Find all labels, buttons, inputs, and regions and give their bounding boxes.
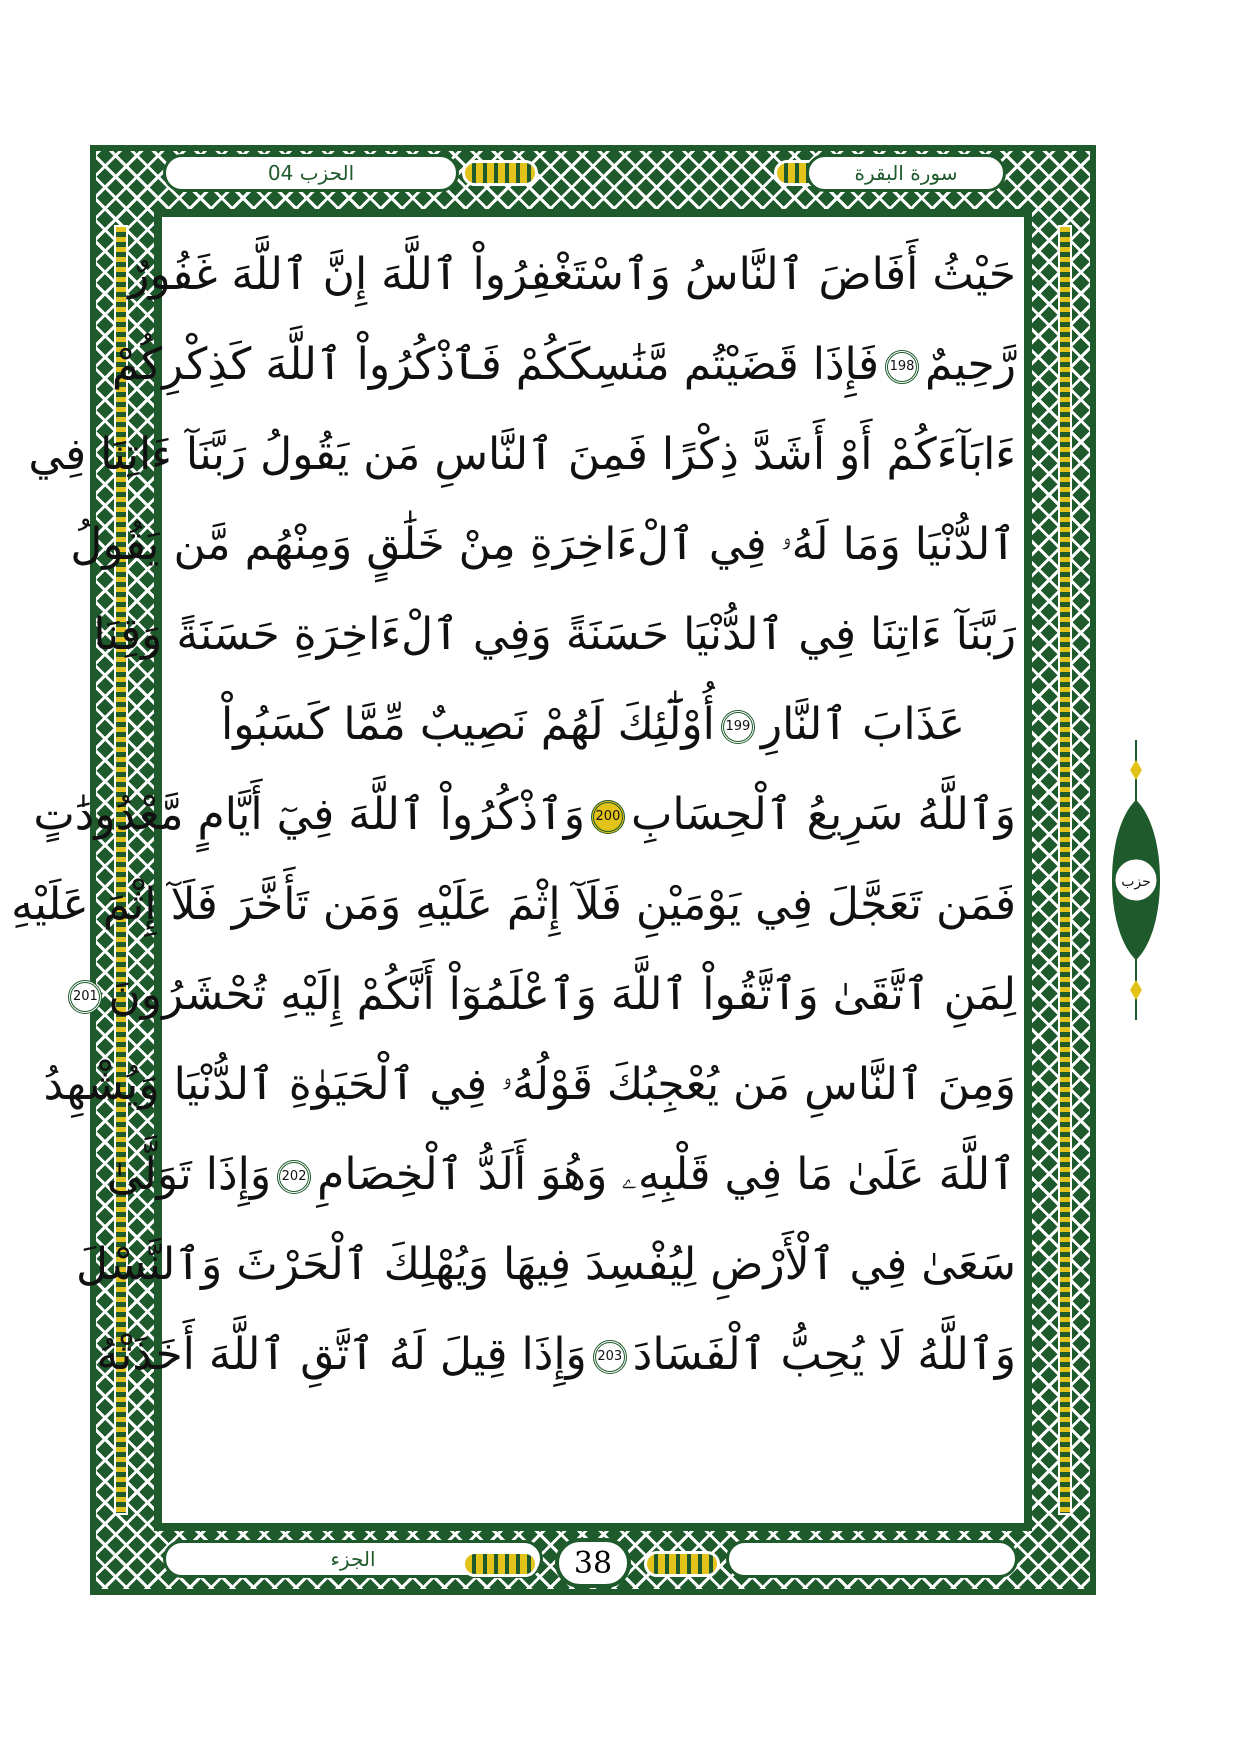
- verse-text: وَإِذَا قِيلَ لَهُ ٱتَّقِ ٱللَّهَ أَخَذَتْهُ: [96, 1329, 587, 1380]
- ayah-number-marker: 201: [68, 980, 102, 1014]
- verse-text: فَمَن تَعَجَّلَ فِي يَوْمَيْنِ فَلَآ إِثْمَ عَلَيْهِ وَمَن تَأَخَّرَ فَلَآ إِثْمَ عَلَيْهِ: [11, 879, 1016, 930]
- verse-text: وَٱللَّهُ لَا يُحِبُّ ٱلْفَسَادَ: [632, 1329, 1016, 1380]
- page-number: 38: [555, 1538, 631, 1588]
- footer-left-ornament: [462, 1551, 538, 1577]
- verse-line: [128, 230, 1016, 320]
- verse-text: وَٱذْكُرُواْ ٱللَّهَ فِيٓ أَيَّامٍ مَّعْدُودَٰتٍ: [33, 789, 585, 840]
- verse-text: عَذَابَ ٱلنَّارِ: [760, 699, 965, 750]
- marker-label: حزب: [1121, 874, 1151, 890]
- verse-text: أُوْلَٰٓئِكَ لَهُمْ نَصِيبٌ مِّمَّا كَسَبُواْ: [221, 699, 715, 750]
- footer-right-ornament: [644, 1551, 720, 1577]
- verse-line: [106, 1130, 1016, 1220]
- marker-diamond-bottom: [1130, 980, 1142, 1000]
- ayah-number-marker-gold: 200: [591, 800, 625, 834]
- verse-line: [111, 320, 1016, 410]
- hizb-cartouche: [163, 154, 459, 192]
- juz-label: الجزء: [330, 1547, 376, 1571]
- verse-text: وَإِذَا تَوَلَّىٰ: [106, 1149, 272, 1200]
- right-gold-strip: [1058, 225, 1072, 1515]
- verse-text: حَيْثُ أَفَاضَ ٱلنَّاسُ وَٱسْتَغْفِرُواْ ٱللَّهَ إِنَّ ٱللَّهَ غَفُورٌ: [128, 249, 1016, 300]
- ayah-number-marker: 199: [721, 710, 755, 744]
- hizb-label: الحزب 04: [267, 161, 355, 185]
- ayah-number-marker: 202: [277, 1160, 311, 1194]
- footer-right-cartouche: [726, 1540, 1018, 1578]
- verse-text: ٱللَّهَ عَلَىٰ مَا فِي قَلْبِهِۦ وَهُوَ أَلَدُّ ٱلْخِصَامِ: [317, 1149, 1016, 1200]
- marker-diamond-top: [1130, 760, 1142, 780]
- verse-text: رَّحِيمٌ: [924, 339, 1016, 390]
- verse-line: [43, 1040, 1016, 1130]
- verse-text: ٱلدُّنْيَا وَمَا لَهُۥ فِي ٱلْءَاخِرَةِ مِنْ خَلَٰقٍ وَمِنْهُم مَّن يَقُولُ: [70, 519, 1016, 570]
- verse-text: لِمَنِ ٱتَّقَىٰ وَٱتَّقُواْ ٱللَّهَ وَٱعْلَمُوٓاْ أَنَّكُمْ إِلَيْهِ تُحْشَرُونَ: [108, 969, 1016, 1020]
- hizb-margin-marker: [1108, 740, 1164, 1020]
- verse-text: رَبَّنَآ ءَاتِنَا فِي ٱلدُّنْيَا حَسَنَةً وَفِي ٱلْءَاخِرَةِ حَسَنَةً وَقِنَا: [93, 609, 1016, 660]
- verse-line: [93, 590, 1016, 680]
- verse-text: سَعَىٰ فِي ٱلْأَرْضِ لِيُفْسِدَ فِيهَا وَيُهْلِكَ ٱلْحَرْثَ وَٱلنَّسْلَ: [76, 1239, 1016, 1290]
- verse-line: [70, 500, 1016, 590]
- verse-text: وَمِنَ ٱلنَّاسِ مَن يُعْجِبُكَ قَوْلُهُۥ فِي ٱلْحَيَوٰةِ ٱلدُّنْيَا وَيُشْهِدُ: [43, 1059, 1016, 1110]
- verse-text: ءَابَآءَكُمْ أَوْ أَشَدَّ ذِكْرًا فَمِنَ ٱلنَّاسِ مَن يَقُولُ رَبَّنَآ ءَاتِنَا فِي: [28, 429, 1016, 480]
- quran-text-block: [11, 230, 1016, 1520]
- verse-line: [73, 950, 1016, 1040]
- header-left-ornament: [462, 160, 538, 186]
- verse-line: [28, 410, 1016, 500]
- verse-text: فَإِذَا قَضَيْتُم مَّنَٰسِكَكُمْ فَٱذْكُرُواْ ٱللَّهَ كَذِكْرِكُمْ: [111, 339, 879, 390]
- verse-line: [33, 770, 1016, 860]
- surah-cartouche: [806, 154, 1006, 192]
- surah-label: سورة البقرة: [854, 161, 958, 185]
- verse-line: [76, 1220, 1016, 1310]
- verse-line: [11, 860, 1016, 950]
- verse-line: [96, 1310, 1016, 1400]
- ayah-number-marker: 198: [885, 350, 919, 384]
- verse-line: [170, 680, 1016, 770]
- ayah-number-marker: 203: [593, 1340, 627, 1374]
- verse-text: وَٱللَّهُ سَرِيعُ ٱلْحِسَابِ: [630, 789, 1016, 840]
